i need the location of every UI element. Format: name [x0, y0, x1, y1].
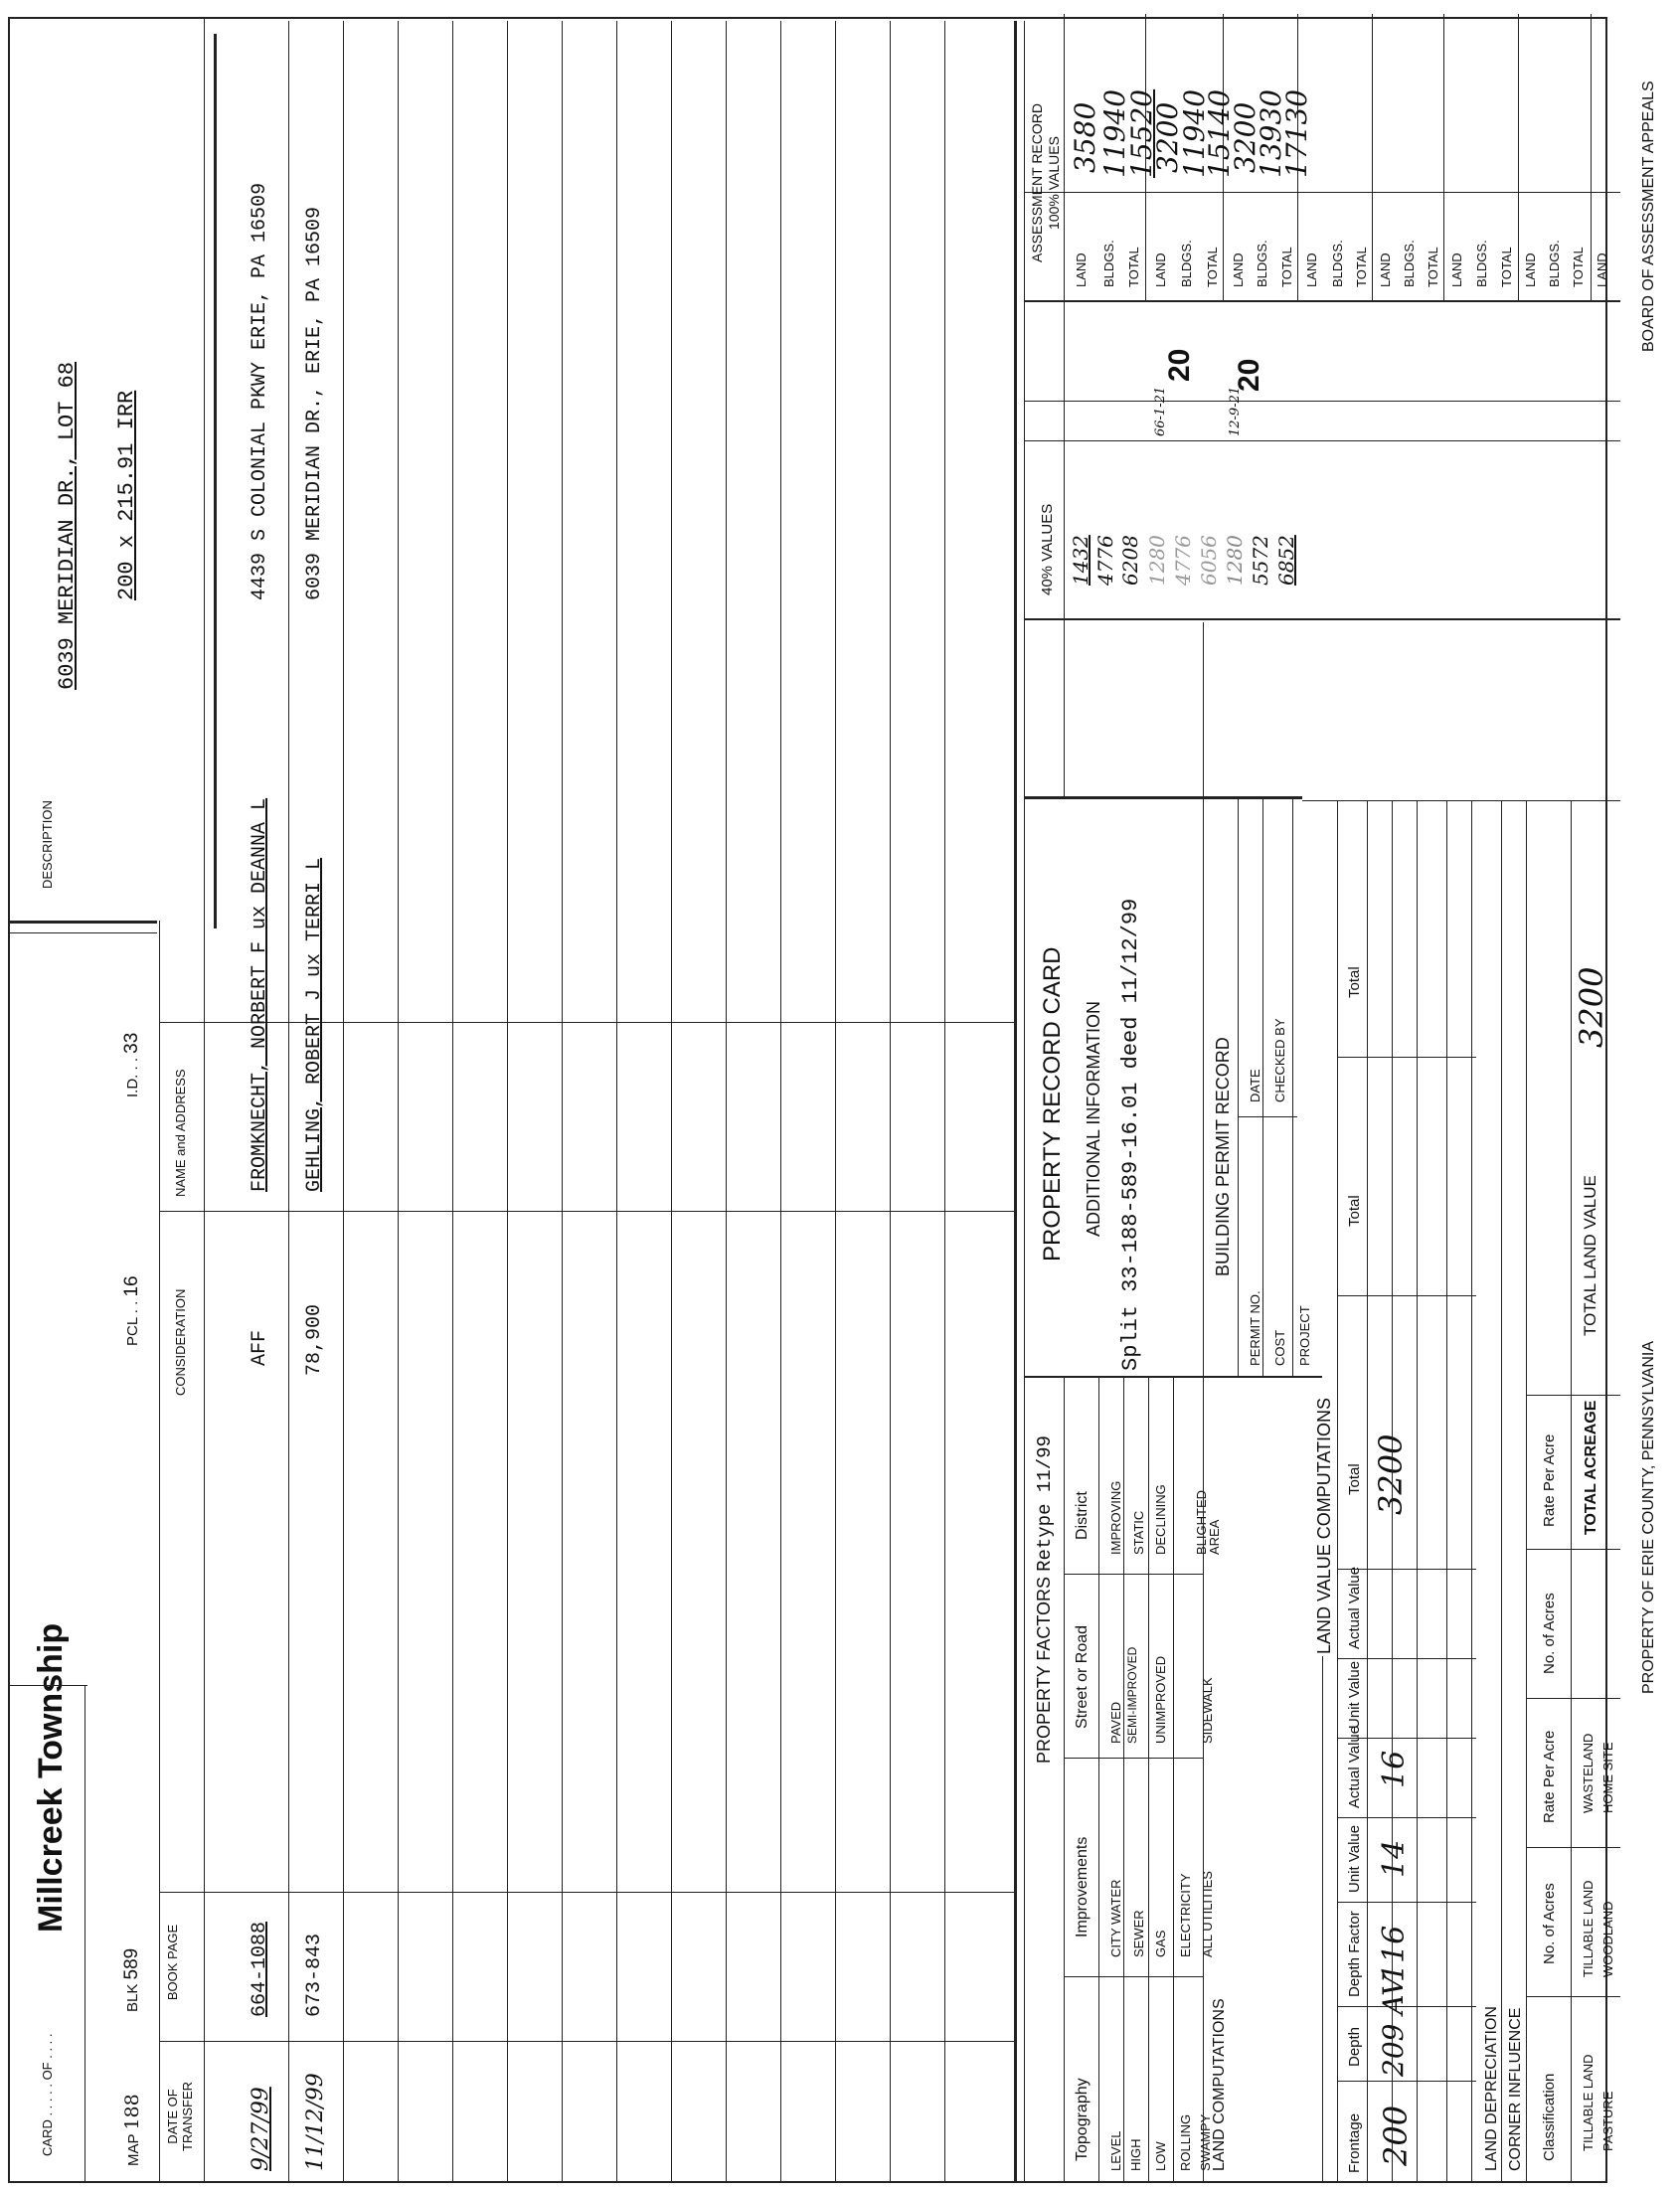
class-home-site: HOME SITE: [1600, 1742, 1615, 1813]
value100-2: 11940: [1098, 88, 1131, 178]
value40-5: 4776: [1171, 535, 1195, 586]
transfer-name: FROMKNECHT, NORBERT F ux DEANNA L: [249, 797, 271, 1192]
class-wasteland: WASTELAND: [1581, 1733, 1596, 1813]
value100-1: 3580: [1069, 101, 1101, 173]
district-static: STATIC: [1131, 1510, 1146, 1555]
total-land-value-amount: 3200: [1573, 966, 1610, 1048]
district-blighted-area: BLIGHTED AREA: [1194, 1489, 1222, 1555]
value40-2: 4776: [1093, 535, 1117, 586]
transfer-date: 9/27/99: [249, 2087, 273, 2171]
col-frontage: Frontage: [1346, 2112, 1363, 2173]
property-record-card: CARD . . . . . OF . . . . Millcreek Township DESCRIPTION 6039 MERIDIAN DR., LOT 68 200 x 215.91 IRR MAP 188 BLK 589 PCL . . 16 I.D. . . 33 DATE OF TRANSFER BOOK PAGE CONSIDERATION NAME and ADDRESS 9/27/99 664-1088 AFF FROMKNECHT, NORBERT F ux DEANNA L 4439 S COLONIAL PKWY ERIE, PA 16509 11/12/99 673-843 78,900 GEHLING, ROBERT J ux TERRI L 6039 MERIDIAN DR., ERIE, PA 16509 PROPERTY FACTORS Retype 11/99 Topography Improvements Street or Road District LEVEL HIGH LOW ROLLING SWAMPY CITY WATER SEWER GAS ELECTRICITY ALL UTILITIES PAVED SEMI-IMPROVED UNIMPROVED SIDEWALK IMPROVING STATIC DECLINING BLIGHTED AREA PROPERTY RECORD CARD ADDITIONAL INFORMATION Split 33-188-589-16.01 deed 11/12/99 BUILDING PERMIT RECORD PERMIT NO. DATE COST CHECKED BY PROJECT LAND COMPUTATIONS LAND VALUE COMPUTATIONS Frontage Depth Depth Factor Unit Value Actual Value Unit Value Actual Value Total Total Total 200 209 AV 116 14 16 3200 LAND DEPRECIATION CORNER INFLUENCE Classification No. of Acres Rate Per Acre No. of Acres Rate Per Acre TILLABLE LAND TILLABLE LAND PASTURE WOODLAND WASTELAND HOME SITE TOTAL ACREAGE TOTAL LAND VALUE 3200 40% VALUES ASSESSMENT RECORD 100% VALUES LAND BLDGS. TOTAL LAND BLDGS. TOTAL LAND BLDGS. TOTAL LAND BLDGS. TOTAL LAND BLDGS. TOTAL LAND BLDGS. TOTAL LAND BLDGS. TOTAL LAND 1432 4776 6208 1280 4776 6056 1280 5572 6852 66-1-21 12-9-21 20 20 3580 11940 15520 3200 11940 15140 3200 13930 17130 PROPERTY OF ERIE COUNTY, PENNSYLVANIA BOARD OF ASSESSMENT APPEALS: [0, 0, 1680, 2191]
map-label: MAP: [125, 2133, 142, 2166]
transfer-address: 6039 MERIDIAN DR., ERIE, PA 16509: [303, 206, 326, 600]
col-total-2: Total: [1346, 1195, 1363, 1227]
row-total-2: TOTAL: [1205, 247, 1220, 287]
value100-3: 15520: [1125, 88, 1158, 178]
col-improvements: Improvements: [1074, 1836, 1091, 1938]
transfer-address: 4439 S COLONIAL PKWY ERIE, PA 16509: [249, 182, 271, 600]
col-district: District: [1074, 1491, 1091, 1540]
topo-low: LOW: [1153, 2141, 1168, 2171]
col-topography: Topography: [1074, 2078, 1091, 2161]
impr-electricity: ELECTRICITY: [1178, 1873, 1193, 1957]
assessment-subtitle: 100% VALUES: [1046, 136, 1062, 230]
additional-info-text: Split 33-188-589-16.01 deed 11/12/99: [1118, 898, 1143, 1371]
col-actual-value: Actual Value: [1346, 1725, 1363, 1808]
description-line2: 200 x 215.91 IRR: [114, 390, 139, 600]
topo-high: HIGH: [1128, 2138, 1143, 2171]
values-40-label: 40% VALUES: [1039, 503, 1056, 595]
permit-no-label: PERMIT NO.: [1248, 1290, 1262, 1366]
topo-rolling: ROLLING: [1178, 2113, 1193, 2171]
blk-value: 589: [121, 1947, 142, 1980]
card-label: CARD . . . . . OF . . . .: [40, 2033, 55, 2156]
description-line1: 6039 MERIDIAN DR., LOT 68: [55, 361, 80, 690]
class-pasture: PASTURE: [1600, 2091, 1615, 2151]
row-land-6: LAND: [1449, 253, 1464, 287]
street-sidewalk: SIDEWALK: [1200, 1677, 1215, 1744]
row-total-1: TOTAL: [1126, 247, 1141, 287]
row-total-5: TOTAL: [1426, 247, 1440, 287]
col-classification: Classification: [1541, 2073, 1558, 2161]
col-rate-per-acre: Rate Per Acre: [1541, 1730, 1558, 1823]
value40-6: 6056: [1197, 535, 1221, 586]
land-depreciation-label: LAND DEPRECIATION: [1483, 2006, 1500, 2171]
row-bldgs-2: BLDGS.: [1179, 240, 1194, 287]
topo-level: LEVEL: [1108, 2130, 1123, 2171]
col-consideration: CONSIDERATION: [173, 1288, 188, 1396]
value40-3: 6208: [1118, 535, 1142, 586]
row-total-4: TOTAL: [1354, 247, 1369, 287]
row-total-6: TOTAL: [1499, 247, 1514, 287]
value100-9: 17130: [1280, 88, 1313, 178]
township-title: Millcreek Township: [32, 1622, 70, 1933]
transfer-consideration: 78,900: [303, 1303, 326, 1376]
row-bldgs-5: BLDGS.: [1402, 240, 1417, 287]
assessment-record-title: ASSESSMENT RECORD: [1029, 103, 1045, 262]
land-value-title: LAND VALUE COMPUTATIONS: [1314, 1397, 1334, 1654]
row-land-8: LAND: [1595, 253, 1609, 287]
row-total-7: TOTAL: [1571, 247, 1586, 287]
permit-checked-by-label: CHECKED BY: [1272, 1018, 1287, 1102]
value100-7: 3200: [1229, 101, 1261, 173]
row-land-4: LAND: [1304, 253, 1319, 287]
class-tillable-land-2: TILLABLE LAND: [1581, 1880, 1596, 1977]
district-declining: DECLINING: [1153, 1484, 1168, 1555]
col-name-address: NAME and ADDRESS: [173, 1069, 188, 1197]
col-date-of-transfer: DATE OF TRANSFER: [165, 2081, 195, 2152]
topo-swampy: SWAMPY: [1198, 2113, 1213, 2171]
row-land-5: LAND: [1378, 253, 1393, 287]
value40-7: 1280: [1223, 535, 1247, 586]
impr-all-utilities: ALL UTILITIES: [1200, 1871, 1215, 1957]
property-factors-title: PROPERTY FACTORS: [1034, 1576, 1054, 1764]
land-computations-label: LAND COMPUTATIONS: [1211, 1998, 1228, 2171]
col-total-3: Total: [1346, 966, 1363, 998]
blk-label: BLK: [124, 1983, 141, 2012]
row-total-3: TOTAL: [1279, 247, 1294, 287]
col-total-1: Total: [1346, 1463, 1363, 1495]
card-title: PROPERTY RECORD CARD: [1039, 946, 1066, 1262]
transfer-book: 673-843: [303, 1933, 326, 2017]
id-label: I.D.: [124, 1074, 141, 1097]
col-depth: Depth: [1346, 2026, 1363, 2067]
assessment-date-2: 12-9-21: [1228, 386, 1243, 436]
value-frontage: 200: [1377, 2105, 1415, 2166]
col-no-of-acres-2: No. of Acres: [1541, 1593, 1558, 1674]
value40-9: 6852: [1274, 535, 1298, 586]
value100-6: 15140: [1203, 88, 1236, 178]
description-label: DESCRIPTION: [40, 800, 55, 889]
col-rate-per-acre-2: Rate Per Acre: [1541, 1433, 1558, 1527]
impr-city-water: CITY WATER: [1108, 1879, 1123, 1957]
additional-info-label: ADDITIONAL INFORMATION: [1084, 1000, 1103, 1237]
value100-8: 13930: [1255, 88, 1287, 178]
col-no-of-acres: No. of Acres: [1541, 1883, 1558, 1964]
row-bldgs-3: BLDGS.: [1255, 240, 1269, 287]
value-depth-factor: 116: [1377, 1925, 1412, 1982]
col-actual-value-2: Actual Value: [1346, 1566, 1363, 1649]
row-bldgs-1: BLDGS.: [1101, 240, 1116, 287]
row-bldgs-4: BLDGS.: [1330, 240, 1345, 287]
pcl-label: PCL: [124, 1317, 141, 1346]
value40-1: 1432: [1069, 535, 1092, 586]
street-semi-improved: SEMI-IMPROVED: [1125, 1646, 1139, 1744]
impr-gas: GAS: [1153, 1930, 1168, 1957]
footer-right: BOARD OF ASSESSMENT APPEALS: [1640, 81, 1657, 352]
corner-influence-label: CORNER INFLUENCE: [1507, 2007, 1524, 2171]
permit-title: BUILDING PERMIT RECORD: [1213, 1037, 1233, 1276]
map-value: 188: [121, 2094, 143, 2130]
transfer-book: 664-1088: [249, 1921, 271, 2017]
id-value: 33: [121, 1032, 142, 1054]
transfer-consideration: AFF: [249, 1329, 271, 1366]
value-unit-value: 14: [1377, 1839, 1412, 1878]
street-paved: PAVED: [1108, 1701, 1123, 1744]
assessment-date-1: 66-1-21: [1153, 386, 1168, 436]
row-land-2: LAND: [1153, 253, 1168, 287]
retype-note: Retype 11/99: [1034, 1435, 1056, 1572]
pcl-value: 16: [121, 1275, 142, 1297]
street-unimproved: UNIMPROVED: [1153, 1655, 1168, 1744]
footer-left: PROPERTY OF ERIE COUNTY, PENNSYLVANIA: [1640, 1340, 1657, 1694]
value40-8: 5572: [1249, 535, 1272, 586]
transfer-date: 11/12/99: [303, 2073, 328, 2171]
row-land-3: LAND: [1231, 253, 1246, 287]
permit-project-label: PROJECT: [1297, 1305, 1312, 1366]
row-land-1: LAND: [1074, 253, 1089, 287]
impr-sewer: SEWER: [1131, 1910, 1146, 1957]
permit-date-label: DATE: [1248, 1069, 1262, 1102]
col-street: Street or Road: [1074, 1624, 1091, 1729]
col-unit-value: Unit Value: [1346, 1824, 1363, 1893]
col-depth-factor: Depth Factor: [1346, 1911, 1363, 1997]
transfer-name: GEHLING, ROBERT J ux TERRI L: [303, 857, 326, 1192]
class-woodland: WOODLAND: [1600, 1901, 1615, 1977]
total-acreage-label: TOTAL ACREAGE: [1583, 1400, 1599, 1535]
permit-cost-label: COST: [1272, 1329, 1287, 1366]
value-total: 3200: [1372, 1433, 1410, 1515]
assessment-mark-2: 20: [1233, 358, 1265, 392]
row-bldgs-7: BLDGS.: [1547, 240, 1562, 287]
col-book-page: BOOK PAGE: [165, 1924, 180, 2001]
value-depth: 209 AV: [1377, 1975, 1410, 2077]
total-land-value-label: TOTAL LAND VALUE: [1581, 1175, 1599, 1336]
assessment-mark-1: 20: [1163, 348, 1196, 382]
row-bldgs-6: BLDGS.: [1474, 240, 1489, 287]
value100-4: 3200: [1151, 101, 1184, 173]
value40-4: 1280: [1145, 535, 1169, 586]
value-actual-value: 16: [1377, 1750, 1412, 1788]
row-land-7: LAND: [1523, 253, 1538, 287]
district-improving: IMPROVING: [1108, 1480, 1123, 1555]
value100-5: 11940: [1178, 88, 1211, 178]
col-unit-value-2: Unit Value: [1346, 1660, 1363, 1729]
class-tillable-land-1: TILLABLE LAND: [1581, 2054, 1596, 2151]
